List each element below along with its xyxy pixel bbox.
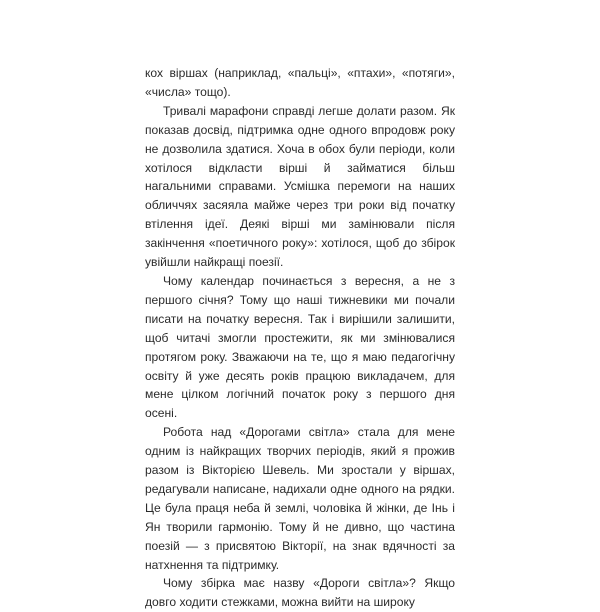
paragraph-4: Робота над «Дорогами світла» стала для мене одним із найкращих творчих періодів, який я прожив разом із Вікторією Шевель. Ми зростали у віршах, редагували написане, надихали одне одного на рядки. Це була праця неба й землі, чоловіка й жінки, де Інь і Ян творили гармонію. Тому й не дивно, що частина поезій — з присвятою Вікторії, на знак вдячності за натхнення та підтримку. [145, 425, 455, 572]
paragraph-2: Тривалі марафони справді легше долати разом. Як показав досвід, підтримка одне одного впродовж року не дозволила здатися. Хоча в обох були періоди, коли хотілося відкласти вірші й займатися більш нагальними справами. Усмішка перемоги на наших обличчях засяяла майже через три роки від початку втілення ідеї. Деякі вірші ми замінювали після закінчення «поетичного року»: хотілося, щоб до збірок увійшли найкращі поезії. [145, 103, 455, 270]
paragraph-1: кох віршах (наприклад, «пальці», «птахи», «потяги», «числа» тощо). [145, 66, 455, 99]
paragraph-3: Чому календар починається з вересня, а не з першого січня? Тому що наші тижневики ми почали писати на початку вересня. Так і вирішили залишити, щоб читачі змогли простежити, як ми змінювалися протягом року. Зважаючи на те, що я маю педагогічну освіту й уже десять років працюю викладачем, для мене цілком логічний початок року з першого дня осені. [145, 273, 455, 421]
body-text [145, 64, 455, 612]
paragraph-5: Чому збірка має назву «Дороги світла»? Якщо довго ходити стежками, можна вийти на широку [145, 576, 455, 610]
